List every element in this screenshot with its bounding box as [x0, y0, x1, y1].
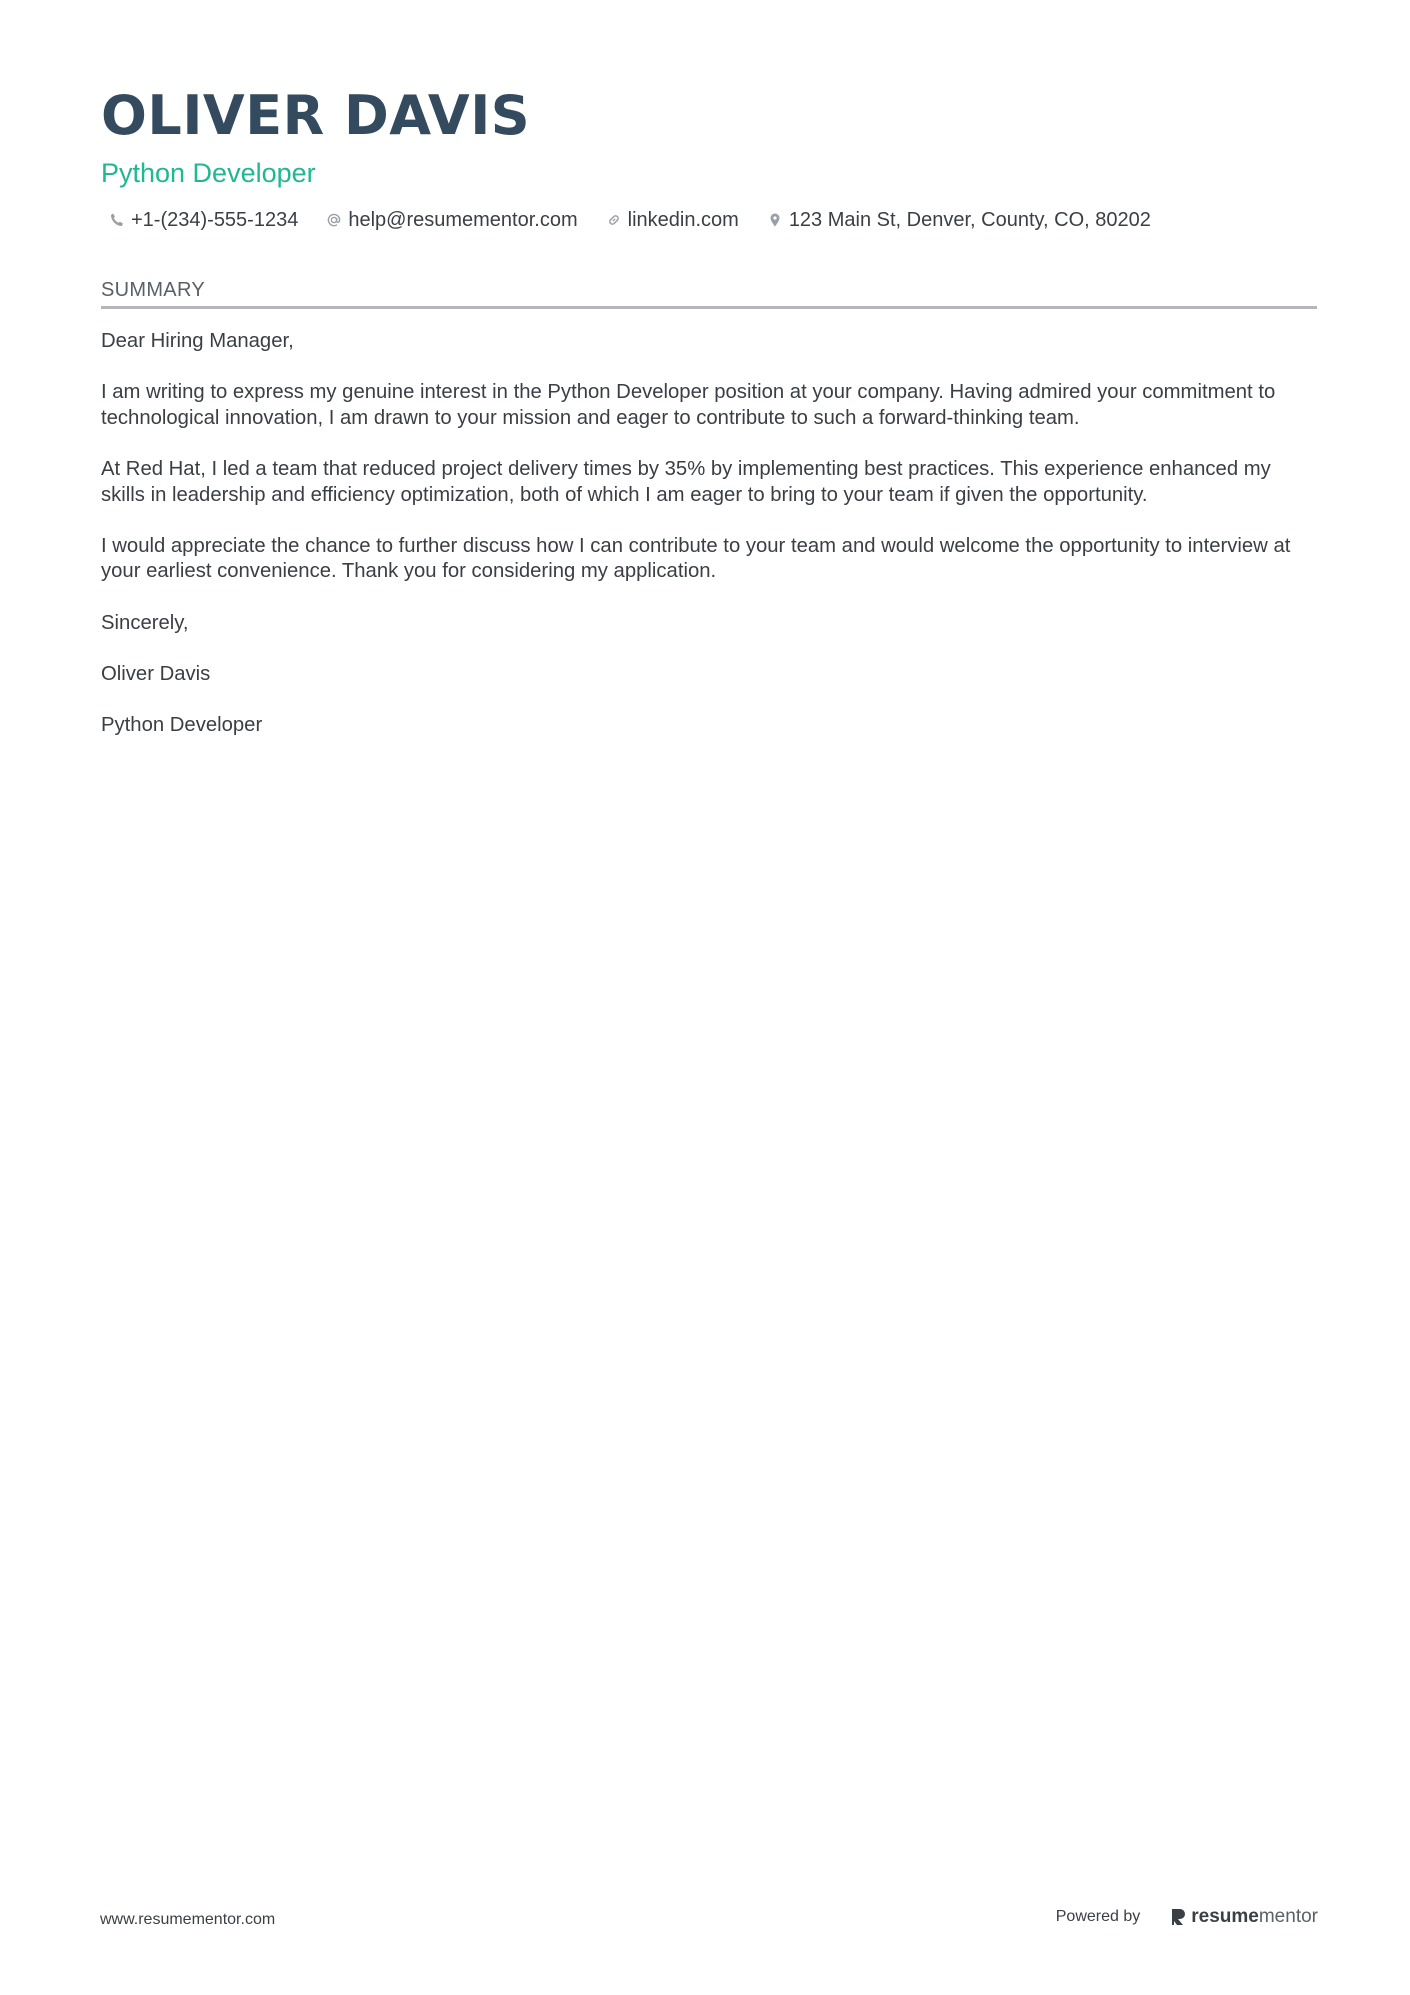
signature-name: Oliver Davis	[101, 662, 211, 685]
cover-letter-page	[101, 78, 1317, 764]
letter-paragraph: I would appreciate the chance to further discuss how I can contribute to your team and would welcome the opportunity to interview at your earliest convenience. Thank you for considering my application.	[101, 534, 1291, 583]
contact-email	[326, 209, 577, 232]
section-divider	[101, 306, 1317, 309]
phone-icon	[109, 212, 125, 228]
logo-text-bold: resume	[1191, 1906, 1259, 1927]
letter-body	[101, 329, 1317, 739]
footer-branding	[1056, 1906, 1318, 1928]
letter-closing: Sincerely,	[101, 611, 189, 634]
link-icon	[606, 212, 622, 228]
logo-text-light: mentor	[1258, 1906, 1318, 1927]
powered-by-text: Powered by	[1055, 1908, 1141, 1925]
contact-phone	[109, 209, 298, 232]
location-pin-icon	[767, 212, 783, 228]
contact-linkedin	[606, 209, 739, 232]
letter-greeting: Dear Hiring Manager,	[101, 330, 294, 352]
phone-text: +1-(234)-555-1234	[131, 208, 299, 231]
candidate-role: Python Developer	[101, 158, 316, 188]
candidate-name: OLIVER DAVIS	[101, 84, 531, 147]
linkedin-text: linkedin.com	[627, 208, 739, 231]
letter-paragraph: I am writing to express my genuine interest in the Python Developer position at your company. Having admired your commitment to technological innovation, I am drawn to your mission and eager to contribute to such a forward-thinking team.	[101, 381, 1276, 429]
section-title-summary: SUMMARY	[101, 279, 205, 301]
letter-paragraph: At Red Hat, I led a team that reduced project delivery times by 35% by implementing best practices. This experience enhanced my skills in leadership and efficiency optimization, both of which I am eager to bring to your team if given the opportunity.	[101, 457, 1271, 506]
resumementor-logo-icon	[1170, 1907, 1188, 1927]
contact-address	[767, 209, 1151, 232]
contact-row	[101, 205, 1317, 235]
footer-website[interactable]: www.resumementor.com	[100, 1911, 276, 1928]
signature-title: Python Developer	[101, 713, 263, 736]
resumementor-logo[interactable]	[1170, 1906, 1318, 1928]
address-text: 123 Main St, Denver, County, CO, 80202	[788, 208, 1151, 231]
email-text: help@resumementor.com	[348, 208, 578, 231]
at-icon	[326, 212, 342, 228]
